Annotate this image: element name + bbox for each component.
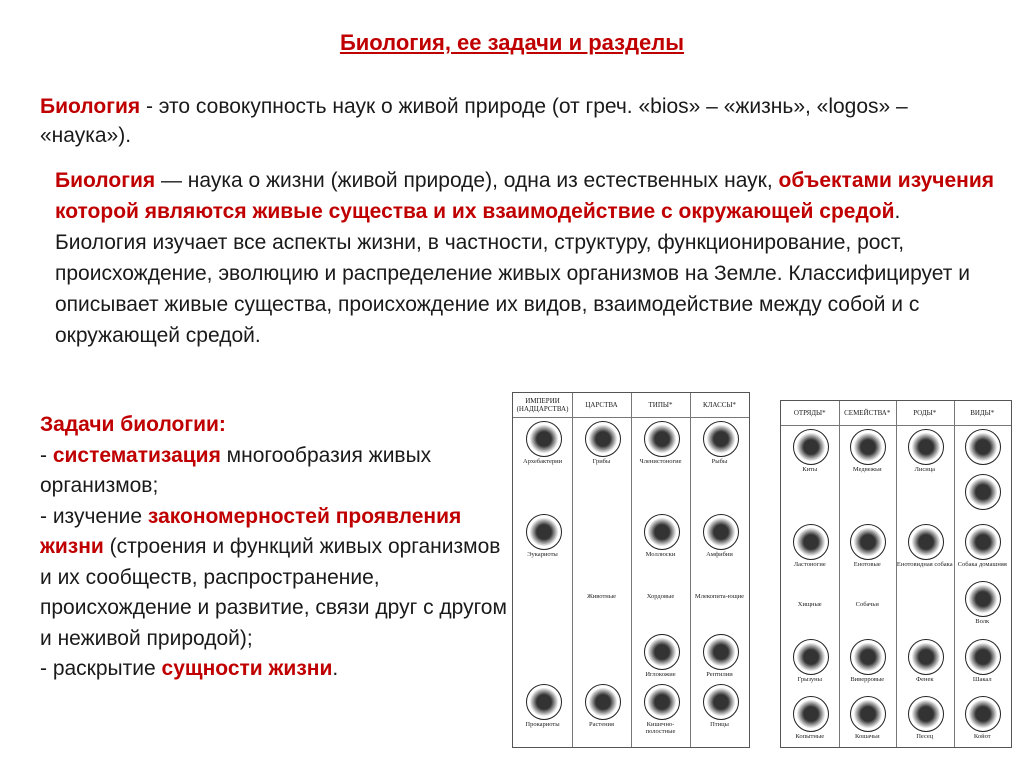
- slide-title: Биология, ее задачи и разделы: [339, 30, 685, 55]
- column-header: ИМПЕРИИ (НАДЦАРСТВА): [513, 393, 572, 418]
- organism-icon: [965, 581, 1001, 617]
- organism-icon: [644, 421, 680, 457]
- organism-icon: [793, 639, 829, 675]
- organism-icon: [965, 639, 1001, 675]
- taxon-label: Членистоногие: [639, 458, 682, 465]
- organism-icon: [908, 696, 944, 732]
- taxon-label: Койот: [973, 733, 991, 740]
- taxon-label: Енотовые: [853, 561, 881, 568]
- tasks-heading: Задачи биологии:: [40, 413, 226, 436]
- taxon-label: Кошачьи: [854, 733, 880, 740]
- organism-icon: [585, 684, 621, 720]
- column-header: РОДЫ*: [896, 401, 954, 426]
- organism-icon: [908, 429, 944, 465]
- diagram-column: [781, 401, 840, 747]
- organism-icon: [850, 639, 886, 675]
- taxon-label: Фенек: [915, 676, 934, 683]
- text: многообразия живых организмов;: [40, 443, 432, 497]
- organism-icon: [965, 474, 1001, 510]
- definition-text: . Биология изучает все аспекты жизни, в частности, структуру, функционирование, рост, происхождение, эволюцию и распределение живых организмов на Земле. Классифицирует и описывает живые существа, происхождение их видов, взаимодействие между собой и с окружающей средой.: [55, 200, 970, 347]
- task-item: [40, 654, 510, 685]
- taxon-label: Грибы: [592, 458, 611, 465]
- highlight: систематизация: [52, 443, 221, 467]
- taxon-label: Прокариоты: [525, 721, 560, 728]
- taxon-label: Хищные: [797, 601, 822, 608]
- taxon-label: Собачьи: [855, 601, 879, 608]
- taxon-label: Киты: [802, 466, 818, 473]
- tasks-block: [40, 410, 510, 685]
- taxon-label: Хордовые: [646, 593, 675, 600]
- taxon-label: Лисица: [914, 466, 936, 473]
- diagram-column: [513, 393, 573, 747]
- diagram-column: [839, 401, 898, 747]
- organism-icon: [850, 696, 886, 732]
- taxon-label: Птицы: [710, 721, 729, 728]
- taxon-label: Животные: [586, 593, 617, 600]
- column-header: ТИПЫ*: [631, 393, 690, 418]
- organism-icon: [526, 514, 562, 550]
- organism-icon: [644, 634, 680, 670]
- taxon-label: Рептилии: [706, 671, 733, 678]
- organism-icon: [703, 634, 739, 670]
- organism-icon: [850, 524, 886, 560]
- organism-icon: [793, 429, 829, 465]
- highlight: закономерностей проявления жизни: [40, 504, 462, 558]
- task-item: [40, 441, 510, 502]
- organism-icon: [908, 524, 944, 560]
- diagram-column: [690, 393, 749, 747]
- diagram-column: [572, 393, 632, 747]
- organism-icon: [965, 524, 1001, 560]
- text: -: [40, 443, 53, 467]
- organism-icon: [965, 429, 1001, 465]
- definition-2: [55, 165, 995, 351]
- highlight: объектами изучения которой являются живые существа и их взаимодействие с окружающей средой: [55, 169, 995, 223]
- taxon-label: Моллюски: [645, 551, 676, 558]
- organism-icon: [793, 696, 829, 732]
- taxon-label: Эукариоты: [527, 551, 558, 558]
- organism-icon: [703, 421, 739, 457]
- text: - раскрытие: [40, 657, 162, 680]
- definition-text: - это совокупность наук о живой природе (от греч. «bios» – «жизнь», «logos» – «наука»).: [40, 95, 908, 147]
- organism-icon: [703, 684, 739, 720]
- taxon-label: Млекопита-ющие: [694, 593, 745, 600]
- column-header: КЛАССЫ*: [690, 393, 749, 418]
- taxon-label: Рыбы: [711, 458, 728, 465]
- definition-text: — наука о жизни (живой природе), одна из естественных наук,: [155, 169, 779, 192]
- organism-icon: [850, 429, 886, 465]
- organism-icon: [585, 421, 621, 457]
- definition-1: [40, 92, 1000, 150]
- term: Биология: [55, 169, 156, 192]
- organism-icon: [526, 421, 562, 457]
- taxonomy-diagram-left: [512, 392, 750, 748]
- text: - изучение: [40, 504, 148, 528]
- taxon-label: Волк: [975, 618, 990, 625]
- organism-icon: [526, 684, 562, 720]
- organism-icon: [965, 696, 1001, 732]
- organism-icon: [703, 514, 739, 550]
- highlight: сущности жизни: [161, 657, 333, 680]
- diagram-column: [954, 401, 1012, 747]
- taxon-label: Иглокожие: [645, 671, 676, 678]
- column-header: ЦАРСТВА: [572, 393, 631, 418]
- taxon-label: Копытные: [795, 733, 825, 740]
- taxon-label: Песец: [916, 733, 934, 740]
- text: (строения и функций живых организмов и их сообществ, распространение, происхождение и развитие, связи друг с другом и неживой природой);: [40, 535, 507, 650]
- column-header: ВИДЫ*: [954, 401, 1012, 426]
- organism-icon: [644, 514, 680, 550]
- taxonomy-diagram-right: [780, 400, 1012, 748]
- organism-icon: [644, 684, 680, 720]
- organism-icon: [908, 639, 944, 675]
- diagram-column: [896, 401, 955, 747]
- column-header: СЕМЕЙСТВА*: [839, 401, 897, 426]
- diagram-column: [631, 393, 691, 747]
- task-item: [40, 502, 510, 655]
- taxon-label: Собака домашняя: [957, 561, 1007, 568]
- taxon-label: Грызуны: [797, 676, 822, 683]
- column-header: ОТРЯДЫ*: [781, 401, 839, 426]
- organism-icon: [793, 524, 829, 560]
- taxon-label: Медвежьи: [852, 466, 882, 473]
- taxon-label: Амфибии: [706, 551, 733, 558]
- text: .: [332, 657, 339, 680]
- term: Биология: [40, 95, 141, 118]
- taxon-label: Енотовидная собака: [896, 561, 953, 568]
- taxon-label: Растения: [588, 721, 615, 728]
- taxon-label: Ластоногие: [793, 561, 826, 568]
- taxon-label: Виверровые: [850, 676, 885, 683]
- taxon-label: Кишечно-полостные: [645, 721, 676, 735]
- taxon-label: Шакал: [972, 676, 992, 683]
- taxon-label: Архебактерии: [522, 458, 563, 465]
